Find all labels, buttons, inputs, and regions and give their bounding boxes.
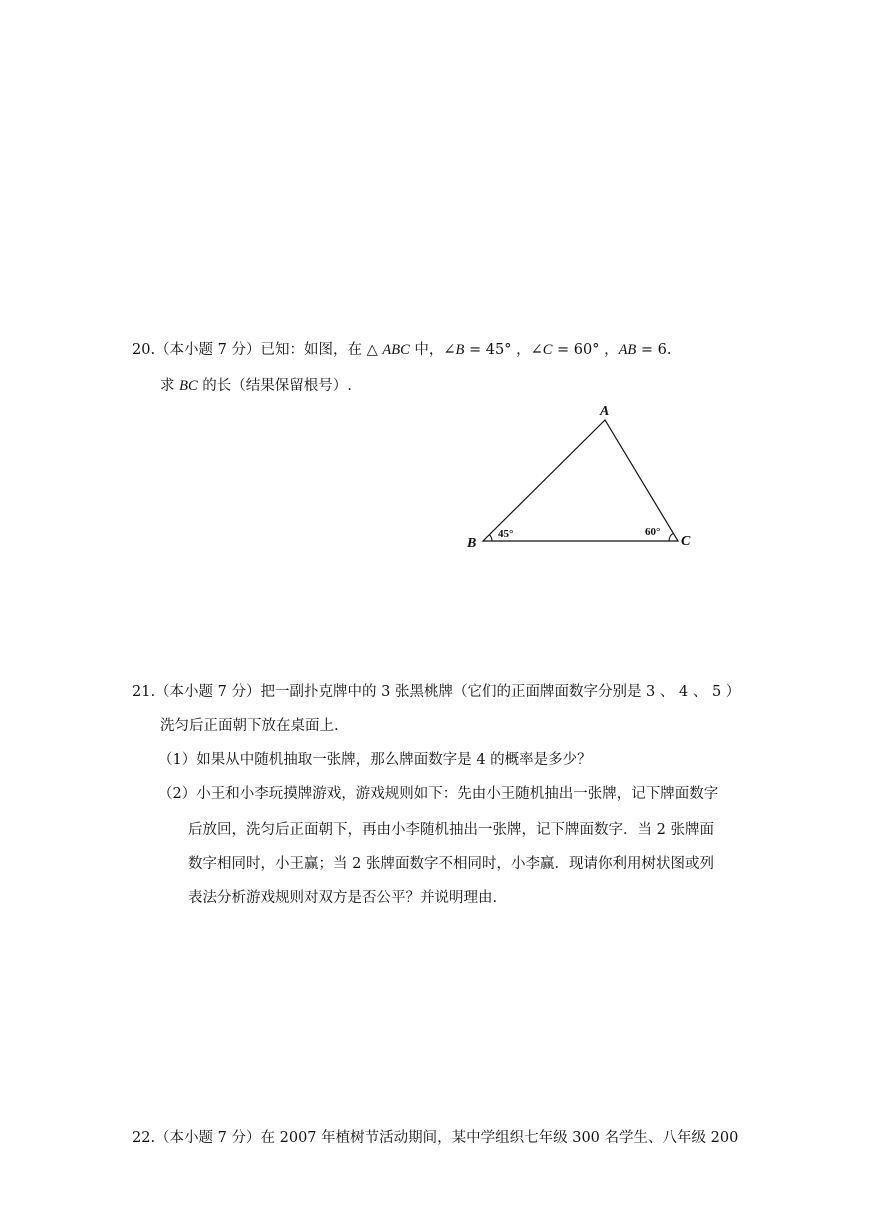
vertex-a-label: A xyxy=(600,404,610,419)
q21-part-2-line-4: 表法分析游戏规则对双方是否公平？并说明理由. xyxy=(188,890,498,906)
angle-b-arc xyxy=(489,535,492,541)
q20-mid2: = 45° ，∠ xyxy=(464,342,543,358)
q21-part-2-line-2: 后放回，洗匀后正面朝下，再由小李随机抽出一张牌，记下牌面数字．当 2 张牌面 xyxy=(188,822,714,838)
q20-end: = 6. xyxy=(636,342,672,358)
vertex-c-label: C xyxy=(681,534,691,549)
angle-c-arc xyxy=(669,533,674,541)
q21-line-2: 洗匀后正面朝下放在桌面上. xyxy=(160,718,339,734)
q22-line-1: 22.（本小题 7 分）在 2007 年植树节活动期间，某中学组织七年级 300 名学生、八年级 200 xyxy=(132,1130,739,1146)
q21-line-1: 21.（本小题 7 分）把一副扑克牌中的 3 张黑桃牌（它们的正面牌面数字分别是 3 、 4 、 5 ） xyxy=(132,684,741,700)
q20-l2-end: 的长（结果保留根号）. xyxy=(197,378,352,394)
triangle-abc xyxy=(483,420,678,541)
q20-bc: BC xyxy=(179,378,198,394)
q21-part-1: （1）如果从中随机抽取一张牌，那么牌面数字是 4 的概率是多少？ xyxy=(158,752,592,768)
vertex-b-label: B xyxy=(467,536,477,551)
q20-mid1: 中，∠ xyxy=(409,342,456,358)
q20-angle-c: C xyxy=(542,342,553,358)
q20-mid3: = 60° ， xyxy=(552,342,619,358)
q20-abc: ABC xyxy=(382,342,410,358)
q20-ab: AB xyxy=(618,342,637,358)
q21-part-2-line-1: （2）小王和小李玩摸牌游戏，游戏规则如下：先由小王随机抽出一张牌，记下牌面数字 xyxy=(158,786,719,802)
q20-angle-b: B xyxy=(455,342,465,358)
q20-line-1 xyxy=(132,340,672,360)
q20-prefix: 20.（本小题 7 分）已知：如图，在 △ xyxy=(132,342,383,358)
q21-part-2-line-3: 数字相同时，小王赢；当 2 张牌面数字不相同时，小李赢．现请你利用树状图或列 xyxy=(188,856,714,872)
triangle-svg xyxy=(460,398,700,558)
q20-l2-prefix: 求 xyxy=(160,378,180,394)
angle-c-value: 60° xyxy=(645,526,661,538)
angle-b-value: 45° xyxy=(498,528,514,540)
triangle-figure xyxy=(460,398,700,558)
q20-line-2 xyxy=(160,376,352,396)
